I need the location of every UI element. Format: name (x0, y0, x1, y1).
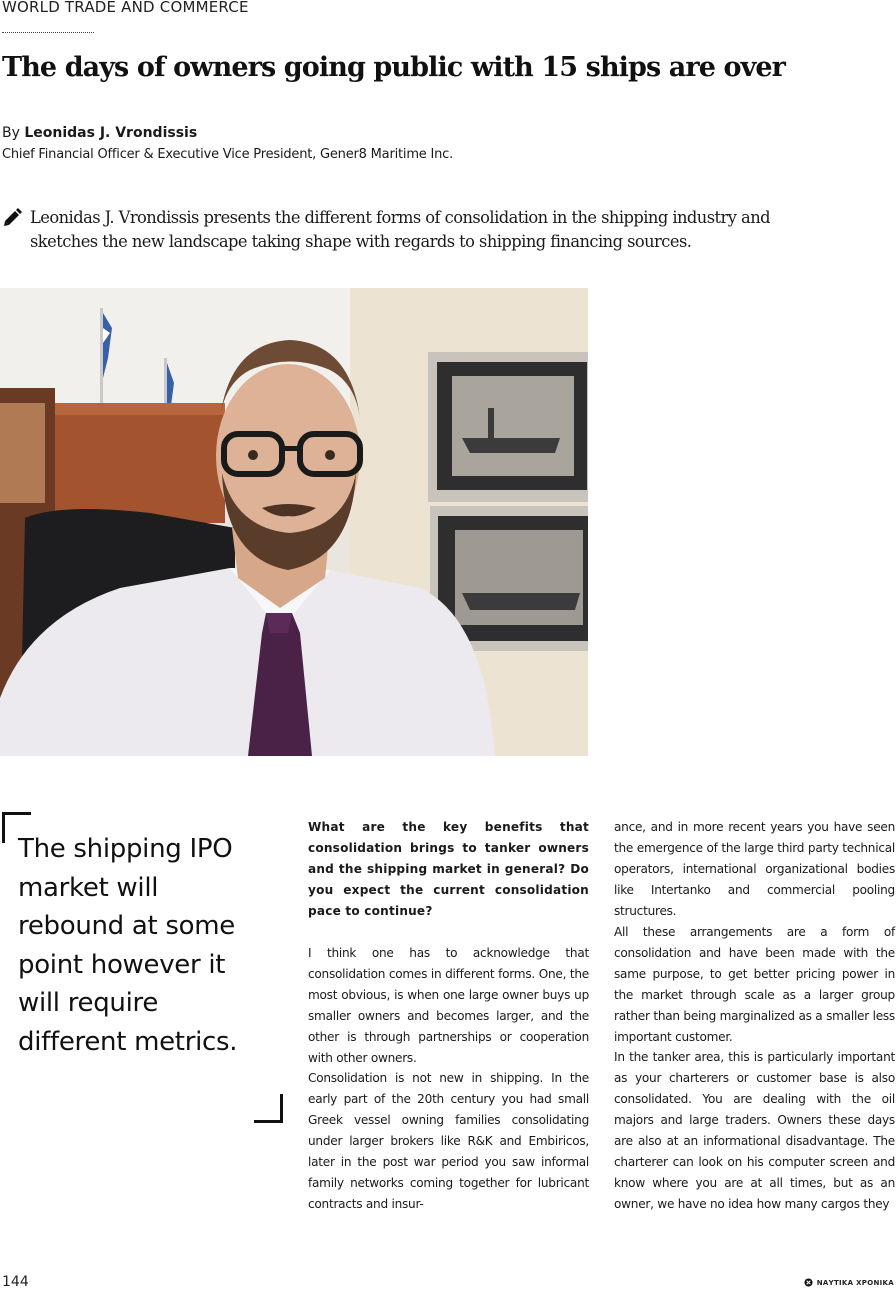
article-column-1 (308, 817, 589, 1215)
publisher-mark (804, 1278, 894, 1287)
interview-question: What are the key benefits that consolidation brings to tanker owners and the shipping market in general? Do you expect the current consolidation pace to continue? (308, 820, 589, 918)
quote-corner-bottom-right (254, 1094, 283, 1123)
byline (2, 125, 197, 141)
article-paragraph: ance, and in more recent years you have seen the emergence of the large third party technical operators, international organizational bodies like Intertanko and commercial pooling structures. (614, 820, 895, 918)
publisher-logo-icon (804, 1278, 813, 1287)
section-divider (2, 32, 94, 33)
author-name: Leonidas J. Vrondissis (24, 125, 198, 141)
byline-prefix: By (2, 125, 20, 141)
portrait-illustration (0, 288, 588, 756)
headline: The days of owners going public with 15 ships are over (2, 52, 786, 83)
article-column-2 (614, 817, 895, 1215)
article-paragraph: I think one has to acknowledge that consolidation comes in different forms. One, the most obvious, is when one large owner buys up smaller owners and becomes larger, and the other is through partnerships or cooperation with other owners. (308, 945, 589, 1065)
pen-icon (2, 206, 24, 228)
page-number: 144 (2, 1274, 29, 1290)
article-paragraph: All these arrangements are a form of consolidation and have been made with the same purpose, to get better pricing power in the market through scale as a larger group rather than being marginalized as a smaller less important customer. (614, 924, 895, 1044)
publisher-name: ΝΑΥΤΙΚΑ ΧΡΟΝΙΚΑ (816, 1278, 894, 1287)
article-paragraph: Consolidation is not new in shipping. In the early part of the 20th century you had small Greek vessel owning families consolidating under larger brokers like R&K and Embiricos, later in the post war period you saw informal family networks coming together for lubricant contracts and insur- (308, 1071, 589, 1212)
pull-quote: The shipping IPO market will rebound at some point however it will require different metrics. (18, 834, 238, 1057)
section-label: WORLD TRADE AND COMMERCE (2, 0, 249, 16)
author-photo (0, 288, 588, 756)
author-title: Chief Financial Officer & Executive Vice President, Gener8 Maritime Inc. (2, 147, 454, 162)
lead-paragraph: Leonidas J. Vrondissis presents the different forms of consolidation in the shipping industry and sketches the new landscape taking shape with regards to shipping financing sources. (30, 208, 771, 251)
article-paragraph: In the tanker area, this is particularly important as your charterers or customer base is also consolidated. You are dealing with the oil majors and large traders. Owners these days are also at an informational disadvantage. The charterer can look on his computer screen and know where you are at all times, but as an owner, we have no idea how many cargos they (614, 1050, 895, 1212)
